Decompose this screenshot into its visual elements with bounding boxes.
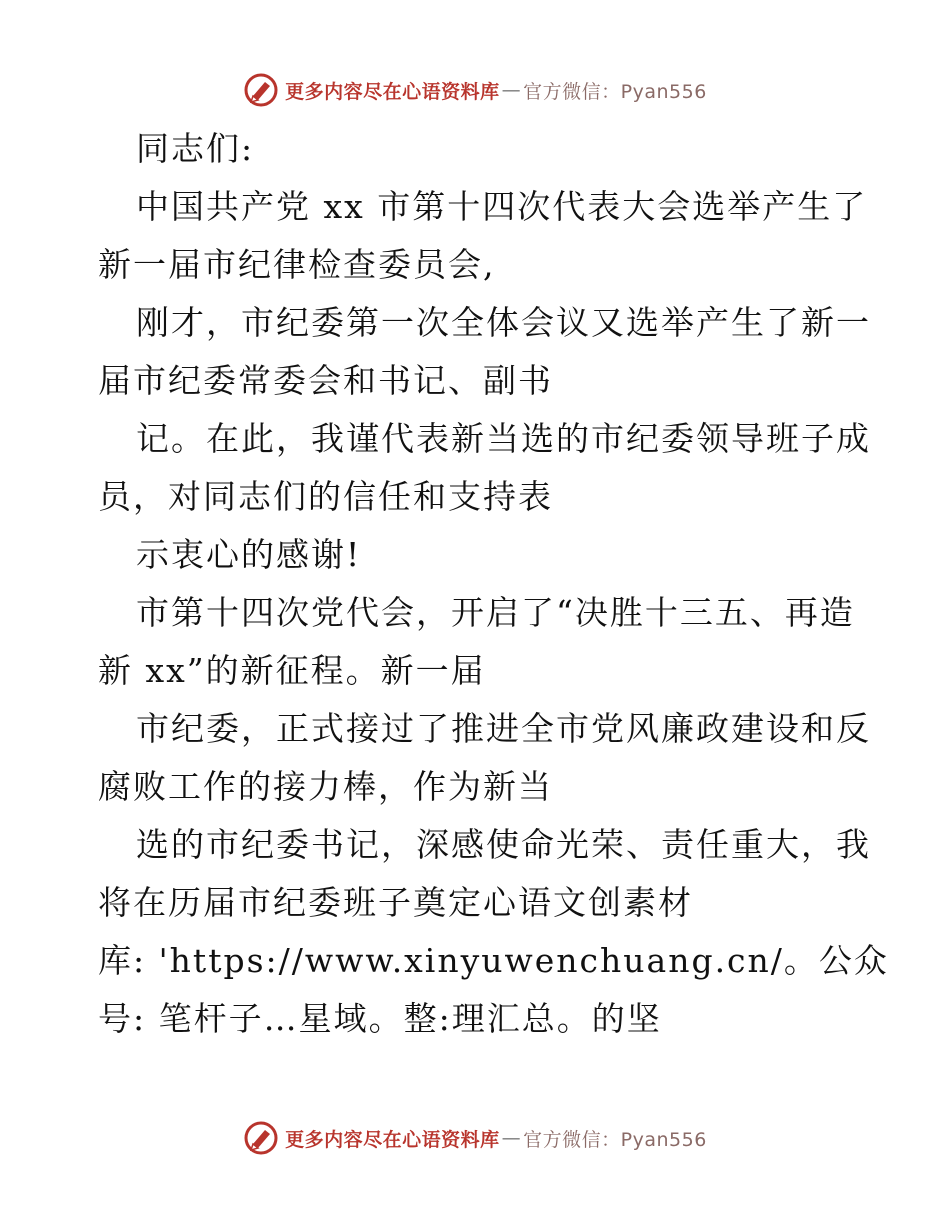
doc-line: 市第十四次党代会，开启了“决胜十三五、再造 bbox=[136, 593, 855, 632]
doc-line: 选的市纪委书记，深感使命光荣、责任重大，我 bbox=[136, 825, 871, 864]
banner-wechat: 官方微信：Pyan556 bbox=[523, 80, 707, 103]
doc-line: 号: 笔杆子…星域。整:理汇总。的坚 bbox=[98, 999, 662, 1038]
doc-line: 刚才，市纪委第一次全体会议又选举产生了新一 bbox=[136, 303, 871, 342]
doc-line: 记。在此，我谨代表新当选的市纪委领导班子成 bbox=[136, 419, 871, 458]
footer-banner bbox=[0, 1118, 950, 1158]
doc-line: 员，对同志们的信任和支持表 bbox=[98, 477, 553, 516]
doc-line: 新 xx”的新征程。新一届 bbox=[98, 651, 486, 690]
banner-wechat: 官方微信：Pyan556 bbox=[523, 1128, 707, 1151]
doc-line: 示衷心的感谢! bbox=[136, 535, 362, 574]
doc-line: 新一届市纪律检查委员会, bbox=[98, 245, 496, 284]
doc-line: 将在历届市纪委班子奠定心语文创素材 bbox=[98, 883, 693, 922]
doc-line: 市纪委，正式接过了推进全市党风廉政建设和反 bbox=[136, 709, 871, 748]
doc-line: 中国共产党 xx 市第十四次代表大会选举产生了 bbox=[136, 187, 868, 226]
doc-line: 腐败工作的接力棒，作为新当 bbox=[98, 767, 553, 806]
banner-text: 更多内容尽在心语资料库 bbox=[285, 1128, 500, 1151]
banner-dash: — bbox=[501, 1127, 522, 1149]
banner-text: 更多内容尽在心语资料库 bbox=[285, 80, 500, 103]
pen-logo-icon bbox=[243, 1120, 279, 1156]
pen-logo-icon bbox=[243, 72, 279, 108]
header-banner bbox=[0, 70, 950, 110]
doc-line: 库: 'https://www.xinyuwenchuang.cn/。公众 bbox=[98, 941, 889, 980]
banner-dash: — bbox=[501, 79, 522, 101]
document-body bbox=[98, 120, 889, 1048]
doc-line: 届市纪委常委会和书记、副书 bbox=[98, 361, 553, 400]
doc-line: 同志们: bbox=[136, 129, 255, 168]
